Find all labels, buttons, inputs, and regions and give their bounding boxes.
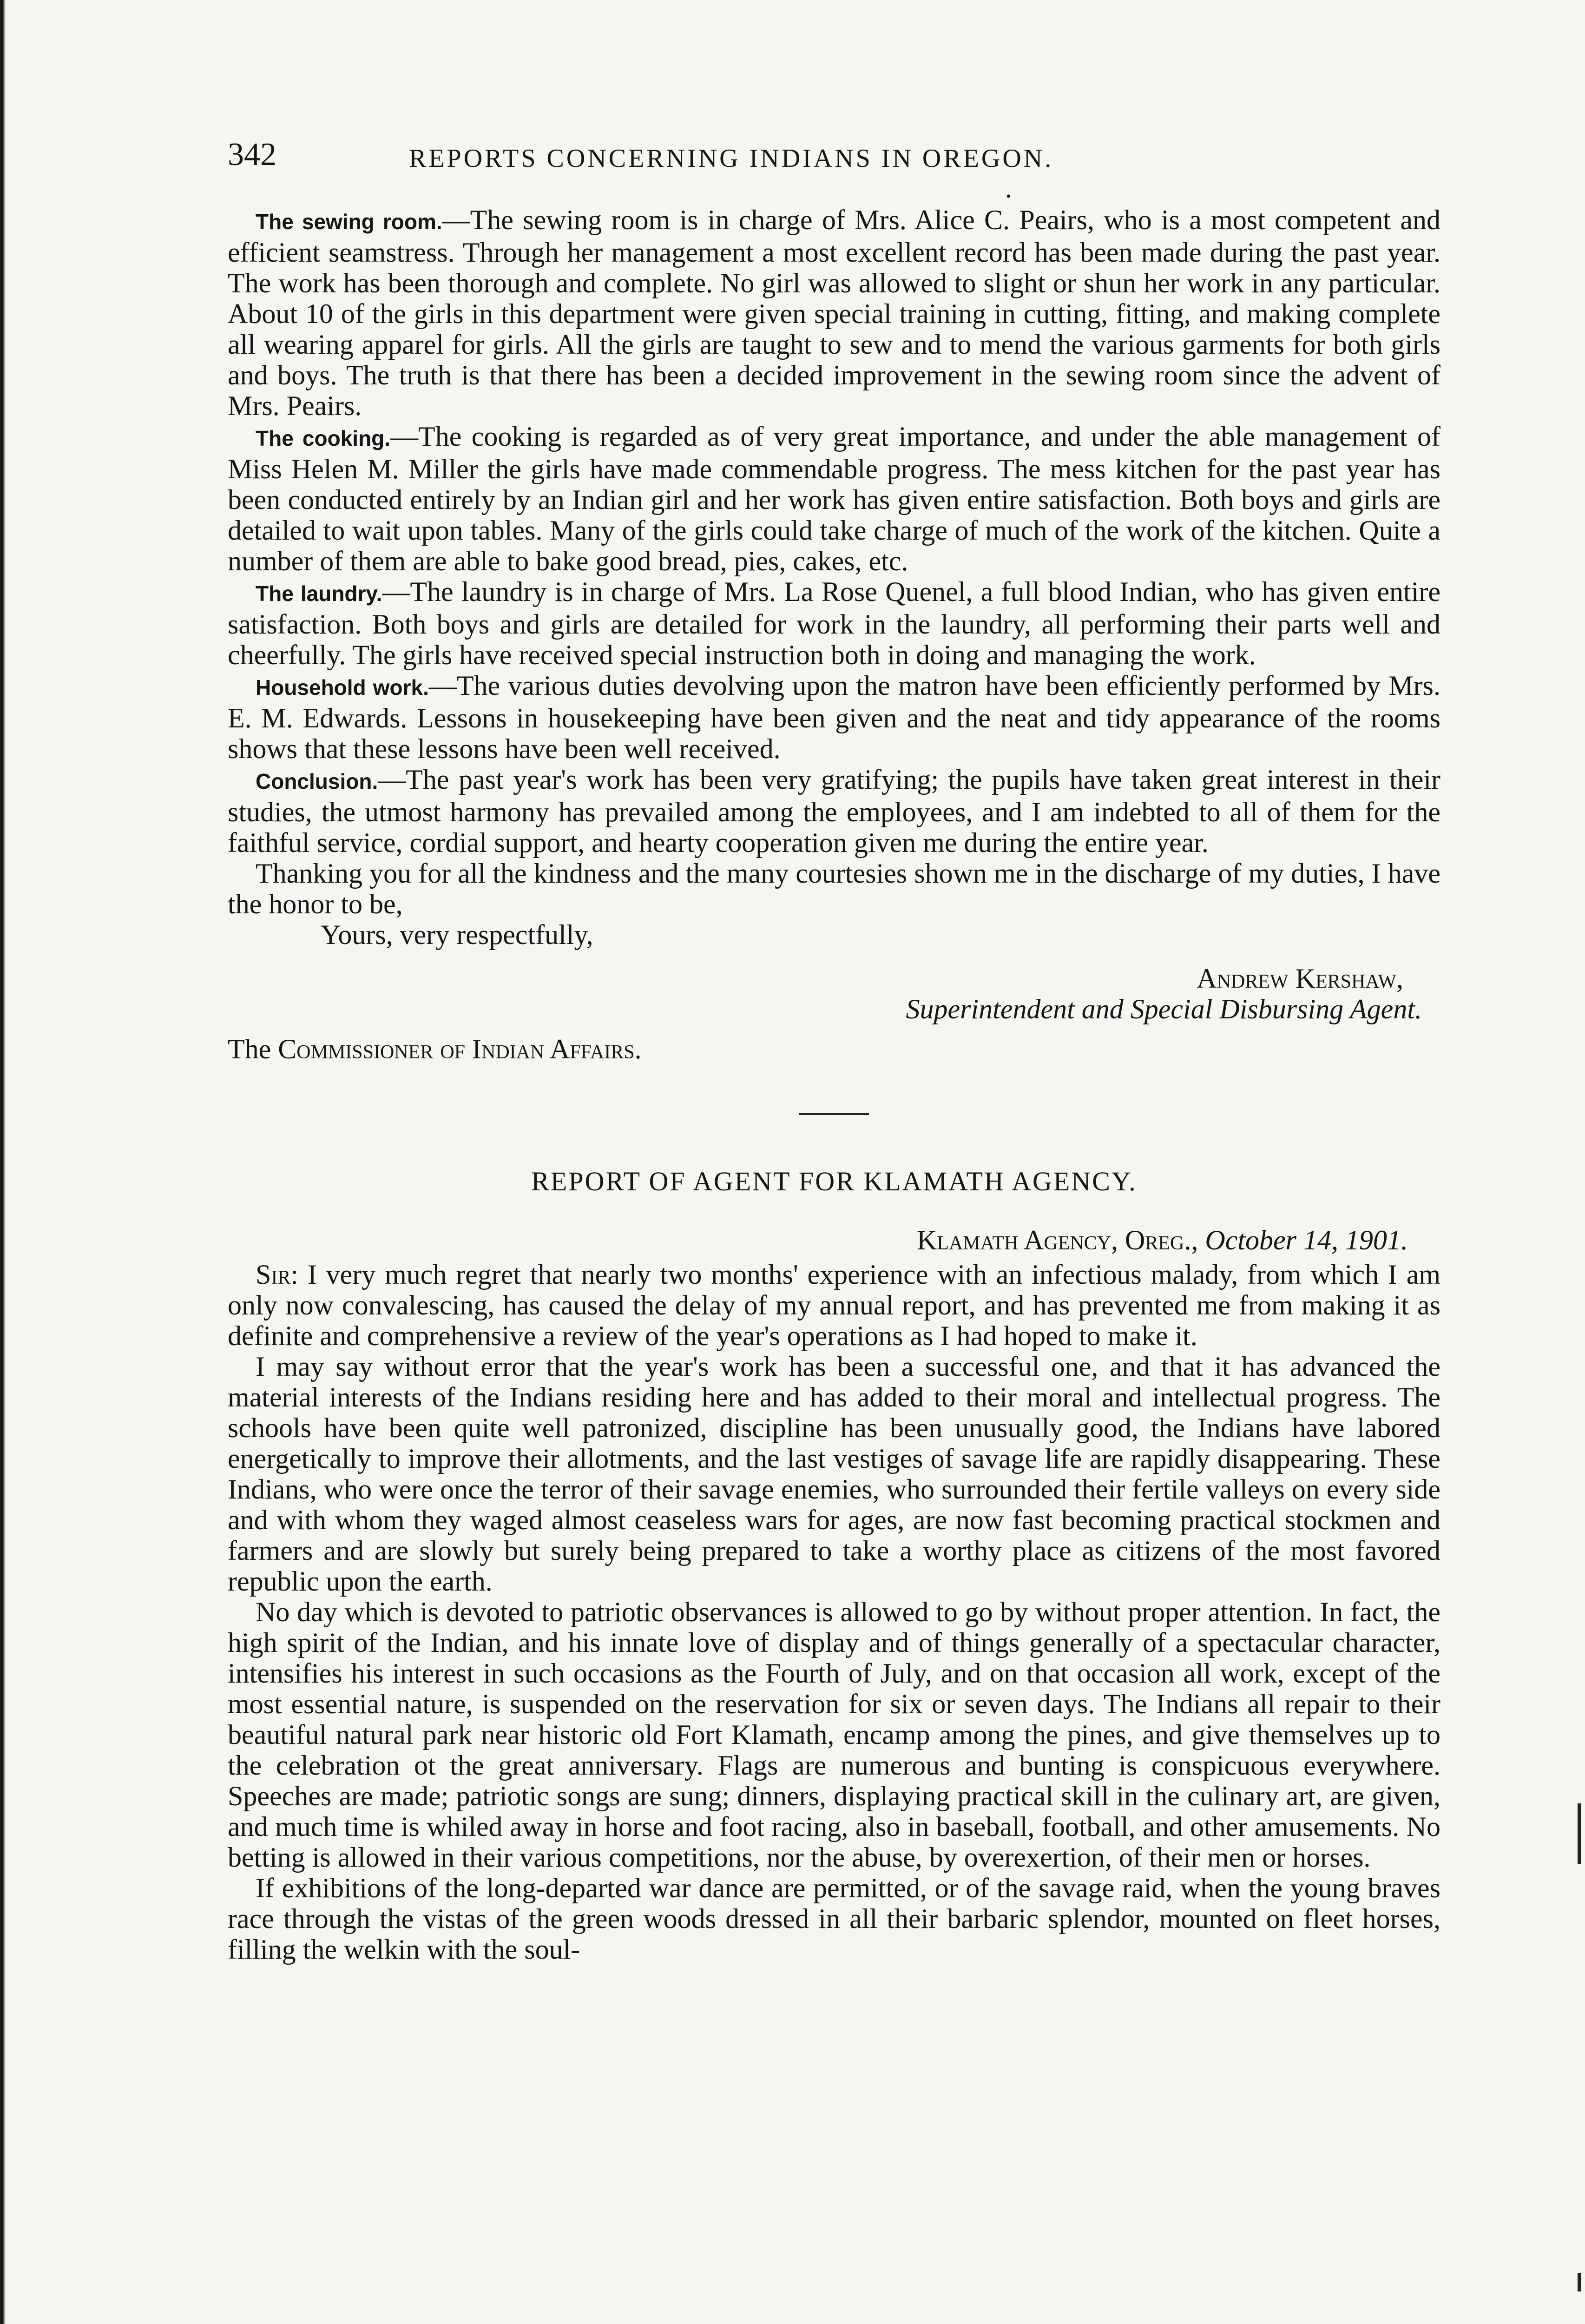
- valediction: Yours, very respectfully,: [321, 919, 593, 950]
- section-text: —The sewing room is in charge of Mrs. Alice C. Peairs, who is a most competent and efficient seamstress. Through her management a most excellent record has been made during the past year. The work has been thorough and complete. No girl was allowed to slight or shun her work in any particular. About 10 of the girls in this department were given special training in cutting, fitting, and making complete all wearing apparel for girls. All the girls are taught to sew and to mend the various garments for both girls and boys. The truth is that there has been a decided improvement in the sewing room since the advent of Mrs. Peairs.: [228, 205, 1441, 421]
- section-text: —The laundry is in charge of Mrs. La Rose Quenel, a full blood Indian, who has given entire satisfaction. Both boys and girls are detailed for work in the laundry, all performing their parts well and cheerfully. The girls have received special instruction both in doing and managing the work.: [228, 576, 1440, 670]
- signer-title: Superintendent and Special Disbursing Agent.: [906, 994, 1422, 1024]
- section-laundry: [228, 576, 1440, 670]
- section-lead: Household work.: [256, 675, 429, 700]
- section-household-work: [228, 670, 1440, 764]
- paragraph-text: I very much regret that nearly two months' experience with an infectious malady, from which I am only now convalescing, has caused the delay of my annual report, and has prevented me from making it as definite and comprehensive a review of the year's operations as I had hoped to make it.: [228, 1259, 1440, 1351]
- dateline-date: October 14, 1901.: [1205, 1225, 1408, 1255]
- closing-thanks: Thanking you for all the kindness and the many courtesies shown me in the discharge of my duties, I have the honor to be,: [228, 858, 1440, 919]
- margin-mark: [1578, 2273, 1581, 2291]
- addressee-title: Commissioner of Indian Affairs.: [278, 1034, 642, 1064]
- report-paragraph: [228, 1259, 1440, 1351]
- text-column: [228, 130, 1440, 1965]
- signer-name: Andrew Kershaw,: [1197, 963, 1403, 994]
- section-lead: The laundry.: [256, 581, 382, 606]
- dateline: [228, 1225, 1440, 1255]
- salutation: Sir:: [256, 1259, 299, 1290]
- dateline-place: Klamath Agency, Oreg.,: [917, 1225, 1198, 1255]
- running-title: REPORTS CONCERNING INDIANS IN OREGON.: [409, 144, 1054, 173]
- addressee-prefix: The: [228, 1034, 271, 1064]
- section-lead: The cooking.: [256, 426, 391, 450]
- section-cooking: [228, 421, 1440, 576]
- report-paragraph: No day which is devoted to patriotic observances is allowed to go by without proper attention. In fact, the high spirit of the Indian, and his innate love of display and of things generally of a spectacular character, intensifies his interest in such occasions as the Fourth of July, and on that occasion all work, except of the most essential nature, is suspended on the reservation for six or seven days. The Indians all repair to their beautiful natural park near historic old Fort Klamath, encamp among the pines, and give themselves up to the celebration ot the great anniversary. Flags are numerous and bunting is conspicuous everywhere. Speeches are made; patriotic songs are sung; dinners, displaying practical skill in the culinary art, are given, and much time is whiled away in horse and foot racing, also in baseball, football, and other amusements. No betting is allowed in their various competitions, nor the abuse, by overexertion, of their men or horses.: [228, 1597, 1440, 1873]
- page-number: 342: [228, 137, 276, 172]
- section-conclusion: [228, 764, 1440, 858]
- section-text: —The various duties devolving upon the matron have been efficiently performed by Mrs. E. M. Edwards. Lessons in housekeeping have been given and the neat and tidy appearance of the rooms shows that these lessons have been well received.: [228, 670, 1440, 764]
- section-lead: The sewing room.: [256, 210, 442, 234]
- margin-mark: [1578, 1803, 1581, 1864]
- section-divider: [799, 1113, 869, 1115]
- report-paragraph: If exhibitions of the long-departed war dance are permitted, or of the savage raid, when the young braves race through the vistas of the green woods dressed in all their barbaric splendor, mounted on fleet horses, filling the welkin with the soul-: [228, 1873, 1440, 1965]
- section-text: —The cooking is regarded as of very great importance, and under the able management of Miss Helen M. Miller the girls have made commendable progress. The mess kitchen for the past year has been conducted entirely by an Indian girl and her work has given entire satisfaction. Both boys and girls are detailed to wait upon tables. Many of the girls could take charge of much of the work of the kitchen. Quite a number of them are able to bake good bread, pies, cakes, etc.: [228, 421, 1441, 576]
- section-sewing-room: [228, 205, 1440, 421]
- report-title: REPORT OF AGENT FOR KLAMATH AGENCY.: [531, 1166, 1137, 1196]
- report-paragraph: I may say without error that the year's work has been a successful one, and that it has advanced the material interests of the Indians residing here and has added to their moral and intellectual progress. The schools have been quite well patronized, discipline has been unusually good, the Indians have labored energetically to improve their allotments, and the last vestiges of savage life are rapidly disappearing. These Indians, who were once the terror of their savage enemies, who surrounded their fertile valleys on every side and with whom they waged almost ceaseless wars for ages, are now fast becoming practical stockmen and farmers and are slowly but surely being prepared to take a worthy place as citizens of the most favored republic upon the earth.: [228, 1351, 1440, 1597]
- addressee: [228, 1034, 1440, 1064]
- section-lead: Conclusion.: [256, 769, 378, 793]
- ornament-dot: •: [1006, 189, 1011, 204]
- section-text: —The past year's work has been very gratifying; the pupils have taken great interest in their studies, the utmost harmony has prevailed among the employees, and I am indebted to all of them for the faithful service, cordial support, and hearty cooperation given me during the entire year.: [228, 764, 1440, 858]
- running-head: [228, 130, 1440, 204]
